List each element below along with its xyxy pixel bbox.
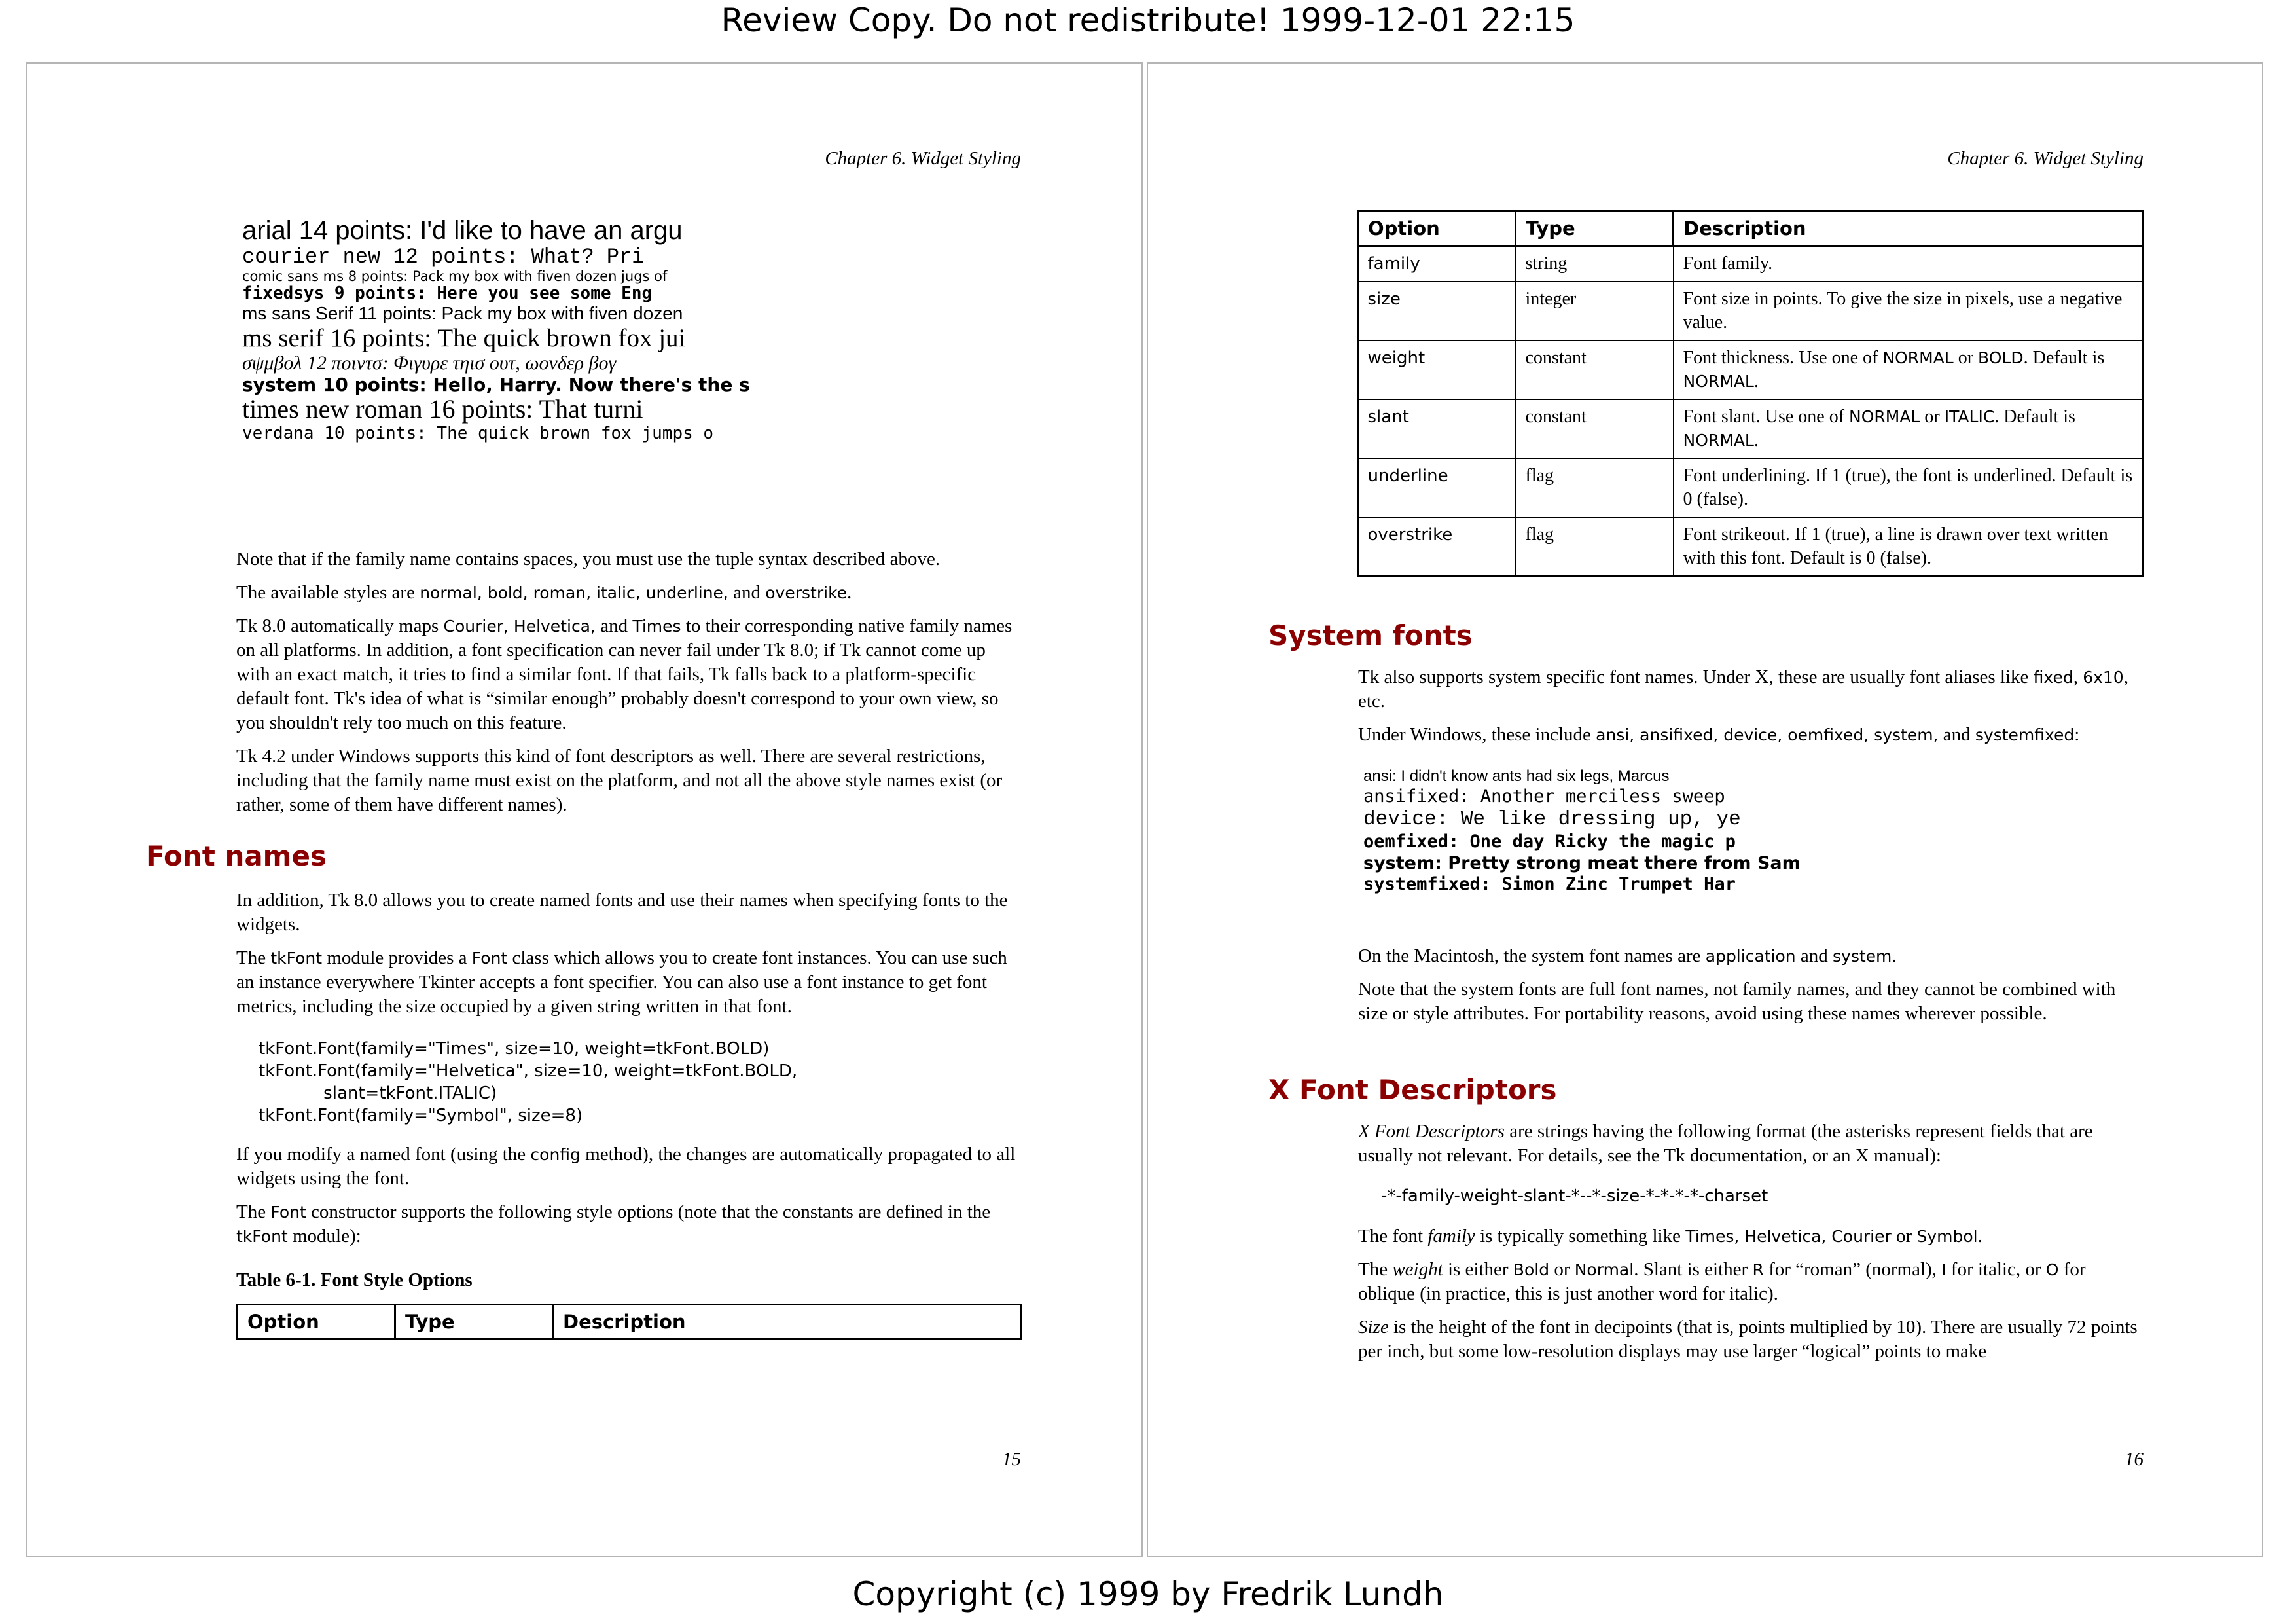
paragraph: The available styles are normal, bold, roman, italic, underline, and overstrike. [236,582,852,603]
font-options-table-start [236,1304,1022,1340]
paragraph: The tkFont module provides a Font class which allows you to create font instances. You can use such an instance everywhere Tkinter accepts a font specifier. You can also use a font instance to get font metrics, including the size occupied by a given string written in that font. [236,947,1007,1017]
right-running-head: Chapter 6. Widget Styling [1947,148,2144,169]
system-fonts-text [1358,665,2144,756]
sample-verdana: verdana 10 points: The quick brown fox jumps o [242,424,714,444]
system-font-samples [1363,767,1801,896]
column-header-option: Option [1358,211,1516,246]
sample-oemfixed: oemfixed: One day Ricky the magic p [1363,831,1736,852]
left-page-number: 15 [1002,1449,1021,1470]
sample-system: system 10 points: Hello, Harry. Now there's the s [242,373,750,395]
table-row: size integer Font size in points. To give the size in pixels, use a negative value. [1358,282,2143,340]
font-samples [242,216,750,444]
xfd-details-text [1358,1224,2144,1373]
sample-arial: arial 14 points: I'd like to have an argu [242,216,683,245]
left-font-ctor-text [236,1142,1022,1258]
sample-device: device: We like dressing up, ye [1363,808,1741,831]
table-row: overstrike flag Font strikeout. If 1 (true), a line is drawn over text written with this font. Default is 0 (false). [1358,517,2143,576]
sample-comic: comic sans ms 8 points: Pack my box with fiven dozen jugs of [242,268,668,284]
table-row: underline flag Font underlining. If 1 (true), the font is underlined. Default is 0 (false). [1358,458,2143,517]
table-row: weight constant Font thickness. Use one of NORMAL or BOLD. Default is NORMAL. [1358,340,2143,399]
review-banner: Review Copy. Do not redistribute! 1999-12-01 22:15 [721,1,1575,39]
column-header-description: Description [1674,211,2143,246]
sample-ansi: ansi: I didn't know ants had six legs, Marcus [1363,767,1670,785]
right-page-number: 16 [2125,1449,2144,1470]
table-header-row [238,1305,1021,1340]
column-header-type: Type [395,1305,553,1340]
paragraph: The Font constructor supports the following style options (note that the constants are defined in the tkFont module): [236,1201,991,1247]
heading-system-fonts: System fonts [1268,619,1473,651]
paragraph: Under Windows, these include ansi, ansifixed, device, oemfixed, system, and systemfixed: [1358,724,2080,745]
sample-ms-sans: ms sans Serif 11 points: Pack my box with fiven dozen [242,303,683,324]
column-header-option: Option [238,1305,395,1340]
sample-times: times new roman 16 points: That turni [242,394,643,424]
font-options-table [1357,210,2144,577]
heading-x-font-descriptors: X Font Descriptors [1268,1074,1557,1106]
heading-font-names: Font names [146,840,327,872]
paragraph: Tk also supports system specific font names. Under X, these are usually font aliases like fixed, 6x10, etc. [1358,666,2128,712]
table-row: family string Font family. [1358,246,2143,282]
paragraph: Note that if the family name contains spaces, you must use the tuple syntax described above. [236,549,941,570]
paragraph: X Font Descriptors are strings having the following format (the asterisks represent fields that are usually not relevant. For details, see the Tk documentation, or an X manual): [1358,1121,2093,1166]
paragraph: Size is the height of the font in decipoints (that is, points multiplied by 10). There are usually 72 points per inch, but some low-resolution displays may use larger “logical” points to make [1358,1317,2138,1362]
column-header-description: Description [553,1305,1021,1340]
column-header-type: Type [1516,211,1674,246]
macintosh-text [1358,944,2144,1035]
left-running-head: Chapter 6. Widget Styling [825,148,1021,169]
left-font-names-text [236,888,1022,1028]
paragraph: The font family is typically something like Times, Helvetica, Courier or Symbol. [1358,1226,1982,1247]
code-example: tkFont.Font(family="Times", size=10, weight=tkFont.BOLD) tkFont.Font(family="Helvetica", size=10, weight=tkFont.BOLD, slant=tkFont.ITALIC) tkFont.Font(family="Symbol", size=8) [259,1039,798,1125]
sample-ms-serif: ms serif 16 points: The quick brown fox jui [242,323,686,352]
sample-fixedsys: fixedsys 9 points: Here you see some Eng [242,283,653,304]
table-header-row [1358,211,2143,246]
paragraph: On the Macintosh, the system font names are application and system. [1358,945,1897,966]
paragraph: Note that the system fonts are full font names, not family names, and they cannot be combined with size or style attributes. For portability reasons, avoid using these names wherever possible. [1358,979,2116,1024]
sample-system-font: system: Pretty strong meat there from Sam [1363,852,1801,873]
xfd-format-code: -*-family-weight-slant-*--*-size-*-*-*-*-charset [1381,1186,1768,1206]
table-caption: Table 6-1. Font Style Options [236,1269,473,1290]
copyright-footer: Copyright (c) 1999 by Fredrik Lundh [852,1575,1444,1613]
sample-ansifixed: ansifixed: Another merciless sweep [1363,786,1725,807]
paragraph: Tk 8.0 automatically maps Courier, Helvetica, and Times to their corresponding native family names on all platforms. In addition, a font specification can never fail under Tk 8.0; if Tk cannot come up with an exact match, it tries to find a similar font. If that fails, Tk falls back to a platform-specific default font. Tk's idea of what is “similar enough” probably doesn't correspond to your own view, so you shouldn't rely too much on this feature. [236,615,1013,733]
left-intro-text [236,547,1022,826]
paragraph: Tk 4.2 under Windows supports this kind of font descriptors as well. There are several restrictions, including that the family name must exist on the platform, and not all the above style names exist (or rather, some of them have different names). [236,746,1003,815]
paragraph: The weight is either Bold or Normal. Slant is either R for “roman” (normal), I for italic, or O for oblique (in practice, this is just another word for italic). [1358,1259,2086,1304]
sample-symbol: σψμβολ 12 ποιντσ: Φιγυρε τηισ ουτ, ωονδερ βογ [242,352,617,374]
xfd-intro-text [1358,1120,2144,1177]
table-row: slant constant Font slant. Use one of NORMAL or ITALIC. Default is NORMAL. [1358,399,2143,458]
paragraph: In addition, Tk 8.0 allows you to create named fonts and use their names when specifying fonts to the widgets. [236,890,1008,935]
sample-systemfixed: systemfixed: Simon Zinc Trumpet Har [1363,874,1736,895]
paragraph: If you modify a named font (using the config method), the changes are automatically propagated to all widgets using the font. [236,1144,1016,1189]
sample-courier: courier new 12 points: What? Pri [242,244,645,269]
